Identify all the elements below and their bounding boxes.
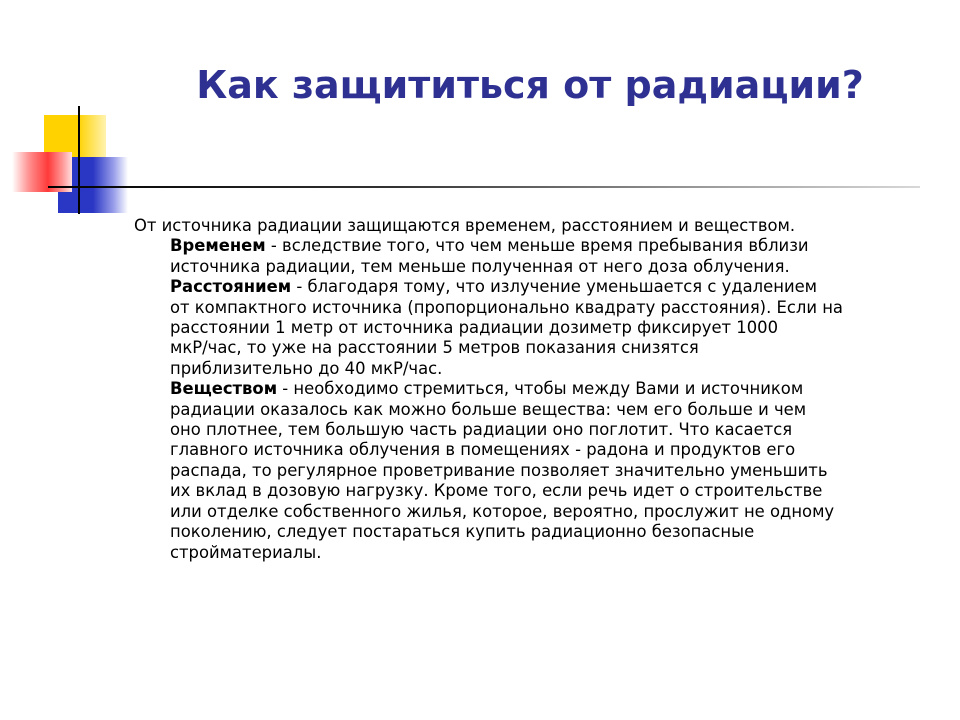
item-distance-line: расстоянии 1 метр от источника радиации дозиметр фиксирует 1000 — [170, 318, 778, 338]
item-distance-line: мкР/час, то уже на расстоянии 5 метров показания снизятся — [170, 338, 699, 358]
item-time-line: источника радиации, тем меньше полученная от него доза облучения. — [170, 256, 790, 276]
item-substance-line: распада, то регулярное проветривание позволяет значительно уменьшить — [170, 460, 828, 480]
item-substance-line: их вклад в дозовую нагрузку. Кроме того, если речь идет о строительстве — [170, 481, 823, 501]
item-substance-line: поколению, следует постараться купить радиационно безопасные — [170, 522, 755, 542]
item-distance-line: приблизительно до 40 мкР/час. — [170, 358, 443, 378]
item-substance-line: оно плотнее, тем большую часть радиации оно поглотит. Что касается — [170, 420, 793, 440]
slide-body — [134, 216, 934, 563]
item-substance-line: - необходимо стремиться, чтобы между Вами и источником — [277, 379, 804, 399]
item-distance-line: от компактного источника (пропорционально квадрату расстояния). Если на — [170, 297, 843, 317]
term-distance: Расстоянием — [170, 277, 292, 297]
item-substance-first-line — [170, 379, 934, 399]
item-distance-line: - благодаря тому, что излучение уменьшается с удалением — [291, 277, 818, 297]
item-substance-line: или отделке собственного жилья, которое, вероятно, прослужит не одному — [170, 501, 835, 521]
item-substance-line: радиации оказалось как можно больше вещества: чем его больше и чем — [170, 399, 807, 419]
slide-title: Как защититься от радиации? — [196, 63, 864, 107]
title-underline — [48, 186, 920, 188]
item-substance — [170, 379, 934, 563]
term-time: Временем — [170, 236, 266, 256]
item-time — [170, 236, 934, 277]
item-substance-line: главного источника облучения в помещениях - радона и продуктов его — [170, 440, 796, 460]
item-time-first-line — [170, 236, 934, 256]
item-substance-line: стройматериалы. — [170, 542, 322, 562]
item-time-line: - вследствие того, что чем меньше время пребывания вблизи — [265, 236, 809, 256]
item-distance-first-line — [170, 277, 934, 297]
intro-text: От источника радиации защищаются временем, расстоянием и веществом. — [134, 216, 796, 235]
decorative-vertical-line — [78, 106, 80, 214]
term-substance: Веществом — [170, 379, 278, 399]
item-distance — [170, 277, 934, 379]
